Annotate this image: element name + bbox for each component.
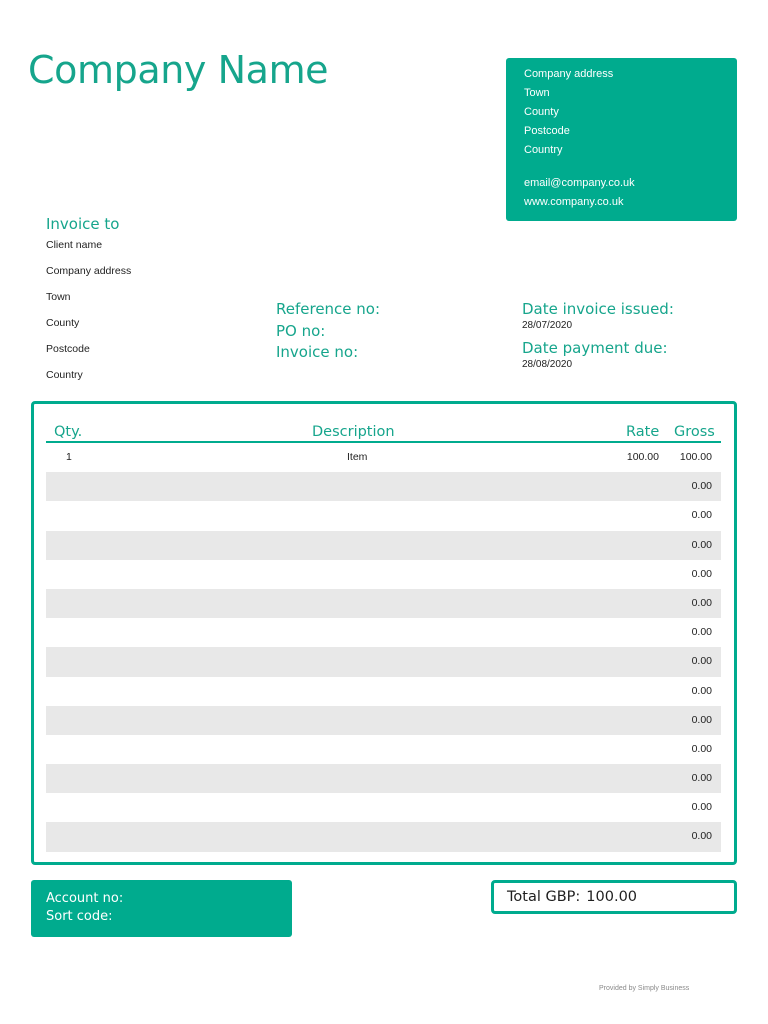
row-qty-cell: 1 [66,451,72,463]
row-gross-cell: 0.00 [691,509,712,522]
row-gross-cell: 100.00 [679,451,712,463]
table-row [46,822,721,851]
client-address-line: Company address [46,265,132,277]
date-due-label: Date payment due: [522,339,668,357]
column-header-qty: Qty. [54,424,83,440]
total-value: 100.00 [586,889,638,905]
row-gross-cell: 0.00 [691,742,712,755]
table-row [46,531,721,560]
date-block [522,299,674,371]
table-row [46,443,721,472]
company-address-line: Company address [524,68,614,80]
table-row [46,677,721,706]
table-row [46,618,721,647]
table-row [46,706,721,735]
items-table-body [46,443,721,852]
client-name-line: Client name [46,239,103,251]
footer-note: Provided by Simply Business [599,985,690,992]
client-county-line: County [46,317,80,329]
column-header-rate: Rate [626,424,660,440]
reference-block [276,299,380,364]
row-gross-cell: 0.00 [691,655,712,668]
row-gross-cell: 0.00 [691,596,712,609]
date-due-value: 28/08/2020 [522,359,573,370]
account-no-label: Account no: [46,891,124,906]
table-row [46,560,721,589]
row-rate-cell: 100.00 [626,451,659,463]
row-gross-cell: 0.00 [691,772,712,785]
row-gross-cell: 0.00 [691,713,712,726]
sort-code-label: Sort code: [46,909,113,924]
client-country-line: Country [46,369,83,381]
company-county-line: County [524,106,559,118]
table-row [46,589,721,618]
company-box-spacer [524,162,737,176]
row-gross-cell: 0.00 [691,801,712,814]
column-header-description: Description [312,424,395,440]
company-email: email@company.co.uk [524,177,635,189]
row-gross-cell: 0.00 [691,626,712,639]
company-country-line: Country [524,144,563,156]
row-gross-cell: 0.00 [691,538,712,551]
row-gross-cell: 0.00 [691,830,712,843]
client-details [46,238,131,394]
row-gross-cell: 0.00 [691,684,712,697]
company-details-box [506,58,737,221]
column-header-gross: Gross [674,424,715,440]
table-row [46,501,721,530]
bank-details-box [31,880,292,937]
reference-no-label: Reference no: [276,300,381,318]
client-town-line: Town [46,291,71,303]
table-row [46,735,721,764]
invoice-to-heading: Invoice to [46,215,120,233]
company-postcode-line: Postcode [524,125,570,137]
client-postcode-line: Postcode [46,343,90,355]
total-label: Total GBP: [507,889,581,905]
company-name: Company Name [28,48,329,92]
date-issued-value: 28/07/2020 [522,320,573,331]
company-town-line: Town [524,87,550,99]
row-gross-cell: 0.00 [691,567,712,580]
invoice-no-label: Invoice no: [276,343,359,361]
company-website: www.company.co.uk [524,196,624,208]
row-gross-cell: 0.00 [691,480,712,493]
table-row [46,793,721,822]
items-table-header [46,424,721,443]
row-description-cell: Item [347,451,368,463]
table-row [46,647,721,676]
po-no-label: PO no: [276,321,326,340]
total-box [491,880,737,914]
table-row [46,764,721,793]
date-issued-label: Date invoice issued: [522,300,674,318]
table-row [46,472,721,501]
